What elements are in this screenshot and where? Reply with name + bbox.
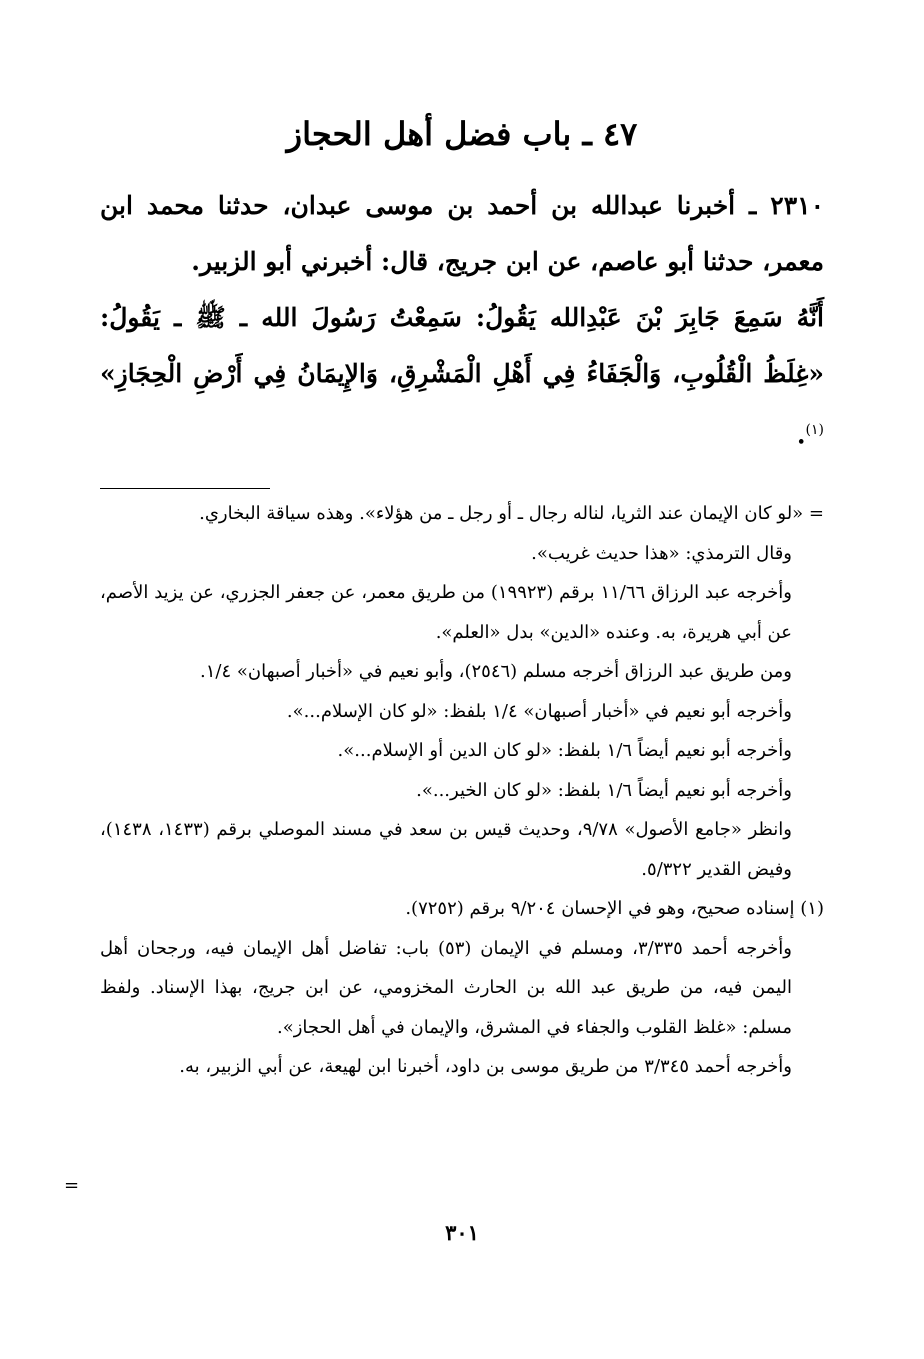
footnote-line: وأخرجه أبو نعيم أيضاً ١/٦ بلفظ: «لو كان الدين أو الإسلام...». bbox=[337, 740, 792, 761]
footnote-separator bbox=[100, 488, 270, 489]
hadith-text bbox=[100, 178, 824, 463]
matn-paragraph bbox=[100, 290, 824, 463]
chapter-title: ٤٧ ـ باب فضل أهل الحجاز bbox=[286, 115, 638, 153]
footnote-ref: (١) bbox=[805, 422, 824, 438]
footnote-line: وأخرجه أحمد ٣/٣٤٥ من طريق موسى بن داود، أخبرنا ابن لهيعة، عن أبي الزبير، به. bbox=[179, 1056, 792, 1077]
footnote-line: وأخرجه عبد الرزاق ١١/٦٦ برقم (١٩٩٢٣) من طريق معمر، عن جعفر الجزري، عن يزيد الأصم، عن أبي هريرة، به. وعنده «الدين» بدل «العلم». bbox=[100, 582, 792, 643]
footnote-line: وانظر «جامع الأصول» ٩/٧٨، وحديث قيس بن سعد في مسند الموصلي برقم (١٤٣٣، ١٤٣٨)، وفيض القدير ٥/٣٢٢. bbox=[100, 819, 793, 880]
matn-text: أَنَّهُ سَمِعَ جَابِرَ بْنَ عَبْدِالله يَقُولُ: سَمِعْتُ رَسُولَ الله ـ ﷺ ـ يَقُولُ: «غِلَظُ الْقُلُوبِ، وَالْجَفَاءُ فِي أَهْلِ الْمَشْرِقِ، وَالإِيمَانُ فِي أَرْضِ الْحِجَازِ» bbox=[100, 303, 824, 388]
page-number: ٣٠١ bbox=[445, 1220, 479, 1245]
footnote-line: وأخرجه أحمد ٣/٣٣٥، ومسلم في الإيمان (٥٣) باب: تفاضل أهل الإيمان فيه، ورجحان أهل اليمن فيه، من طريق عبد الله بن الحارث المخزومي، عن ابن جريج، بهذا الإسناد. ولفظ مسلم: «غلظ القلوب والجفاء في المشرق، والإيمان في أهل الحجاز». bbox=[100, 937, 792, 1038]
footnote-1: (١) إسناده صحيح، وهو في الإحسان ٩/٢٠٤ برقم (٧٢٥٢). bbox=[405, 898, 824, 919]
end-mark: . bbox=[796, 420, 806, 450]
footnotes bbox=[100, 494, 824, 1087]
isnad-paragraph: ٢٣١٠ ـ أخبرنا عبدالله بن أحمد بن موسى عبدان، حدثنا محمد ابن معمر، حدثنا أبو عاصم، عن ابن جريج، قال: أخبرني أبو الزبير. bbox=[100, 191, 824, 276]
footnote-line: ومن طريق عبد الرزاق أخرجه مسلم (٢٥٤٦)، وأبو نعيم في «أخبار أصبهان» ١/٤. bbox=[199, 661, 792, 682]
footnote-line: وأخرجه أبو نعيم أيضاً ١/٦ بلفظ: «لو كان الخير...». bbox=[416, 779, 792, 801]
footnote-line: وأخرجه أبو نعيم في «أخبار أصبهان» ١/٤ بلفظ: «لو كان الإسلام...». bbox=[286, 700, 792, 722]
continuation-mark: = bbox=[64, 1175, 80, 1196]
footnote-line: = «لو كان الإيمان عند الثريا، لناله رجال ـ أو رجل ـ من هؤلاء». وهذه سياقة البخاري. bbox=[199, 503, 824, 524]
footnote-line: وقال الترمذي: «هذا حديث غريب». bbox=[531, 542, 792, 564]
